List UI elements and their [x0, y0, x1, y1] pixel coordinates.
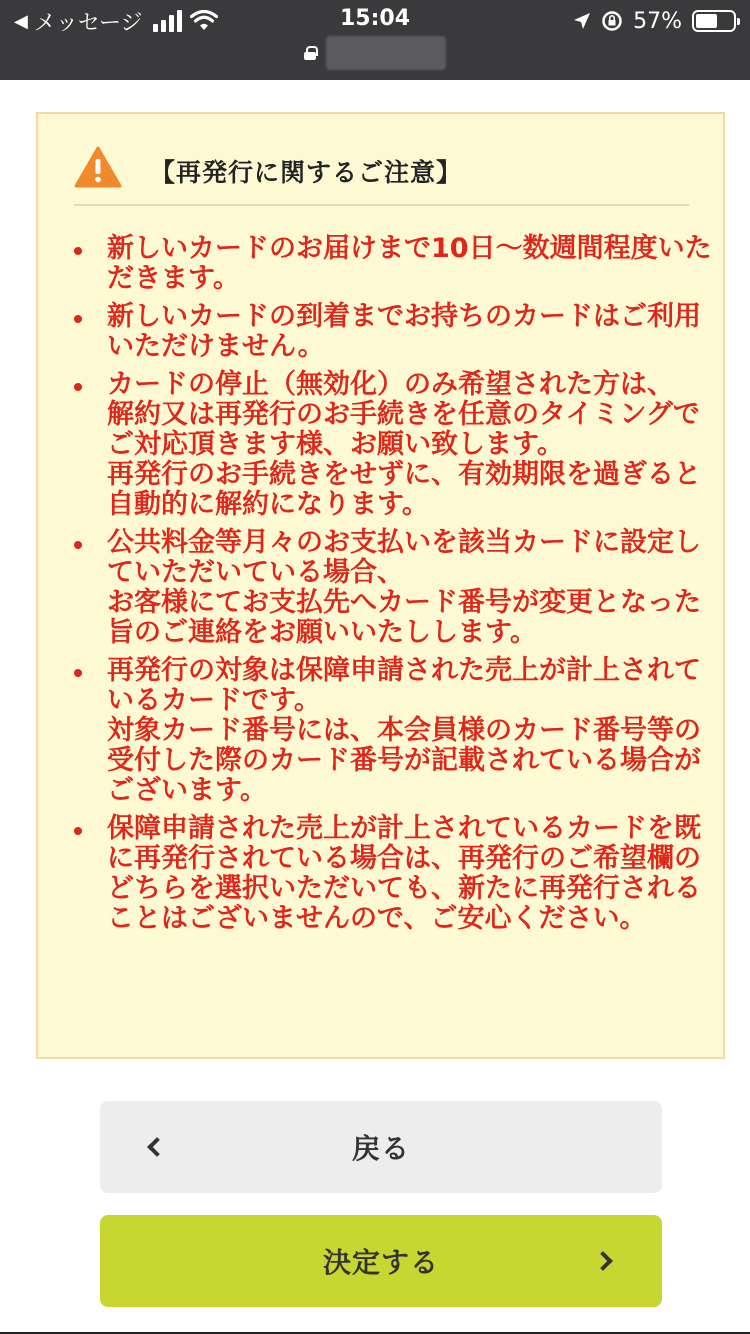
submit-button-label: 決定する — [322, 1246, 439, 1279]
lock-icon — [304, 46, 316, 60]
notice-title: 【再発行に関するご注意】 — [150, 158, 463, 187]
notice-item-text: カードの停止（無効化）のみ希望された方は、 解約又は再発行のお手続きを任意のタイミングでご対応頂きます様、お願い致します。 再発行のお手続きをせずに、有効期限を過ぎると自動的に解約になります。 — [107, 369, 701, 520]
url-bar[interactable] — [0, 36, 750, 70]
back-button-label: 戻る — [351, 1132, 410, 1165]
notice-item-text: 新しいカードの到着までお持ちのカードはご利用いただけません。 — [107, 301, 701, 362]
status-right — [573, 6, 736, 36]
notice-item — [74, 528, 714, 648]
notice-item — [74, 814, 714, 934]
back-button[interactable] — [100, 1101, 662, 1193]
battery-icon — [692, 10, 736, 32]
back-arrow-icon[interactable]: ◀ — [14, 10, 28, 32]
chevron-left-icon — [147, 1137, 167, 1157]
notice-item-text: 保障申請された売上が計上されているカードを既に再発行されている場合は、再発行のご希望欄のどちらを選択いただいても、新たに再発行されることはございませんので、ご安心ください。 — [107, 813, 701, 934]
notice-header — [74, 138, 689, 206]
clock: 15:04 — [339, 6, 411, 31]
notice-item — [74, 234, 714, 294]
chevron-right-icon — [593, 1251, 613, 1271]
notice-item — [74, 656, 714, 806]
location-icon — [573, 12, 591, 30]
back-app-label[interactable]: メッセージ — [33, 10, 143, 36]
notice-item-text: 新しいカードのお届けまで10日〜数週間程度いただきます。 — [107, 233, 712, 294]
warning-icon — [74, 145, 122, 189]
battery-fill — [696, 14, 717, 28]
status-bar — [0, 0, 750, 80]
url-text-redacted — [326, 36, 446, 70]
notice-item — [74, 370, 714, 520]
notice-item — [74, 302, 714, 362]
submit-button[interactable] — [100, 1215, 662, 1307]
notice-item-text: 公共料金等月々のお支払いを該当カードに設定していただいている場合、 お客様にてお支払先へカード番号が変更となった旨のご連絡をお願いいたしします。 — [107, 527, 701, 648]
rotation-lock-icon — [601, 10, 623, 32]
notice-list — [74, 234, 714, 942]
notice-box — [36, 112, 725, 1059]
battery-percent: 57% — [633, 8, 682, 34]
notice-item-text: 再発行の対象は保障申請された売上が計上されているカードです。 対象カード番号には、本会員様のカード番号等の受付した際のカード番号が記載されている場合がございます。 — [107, 655, 701, 806]
